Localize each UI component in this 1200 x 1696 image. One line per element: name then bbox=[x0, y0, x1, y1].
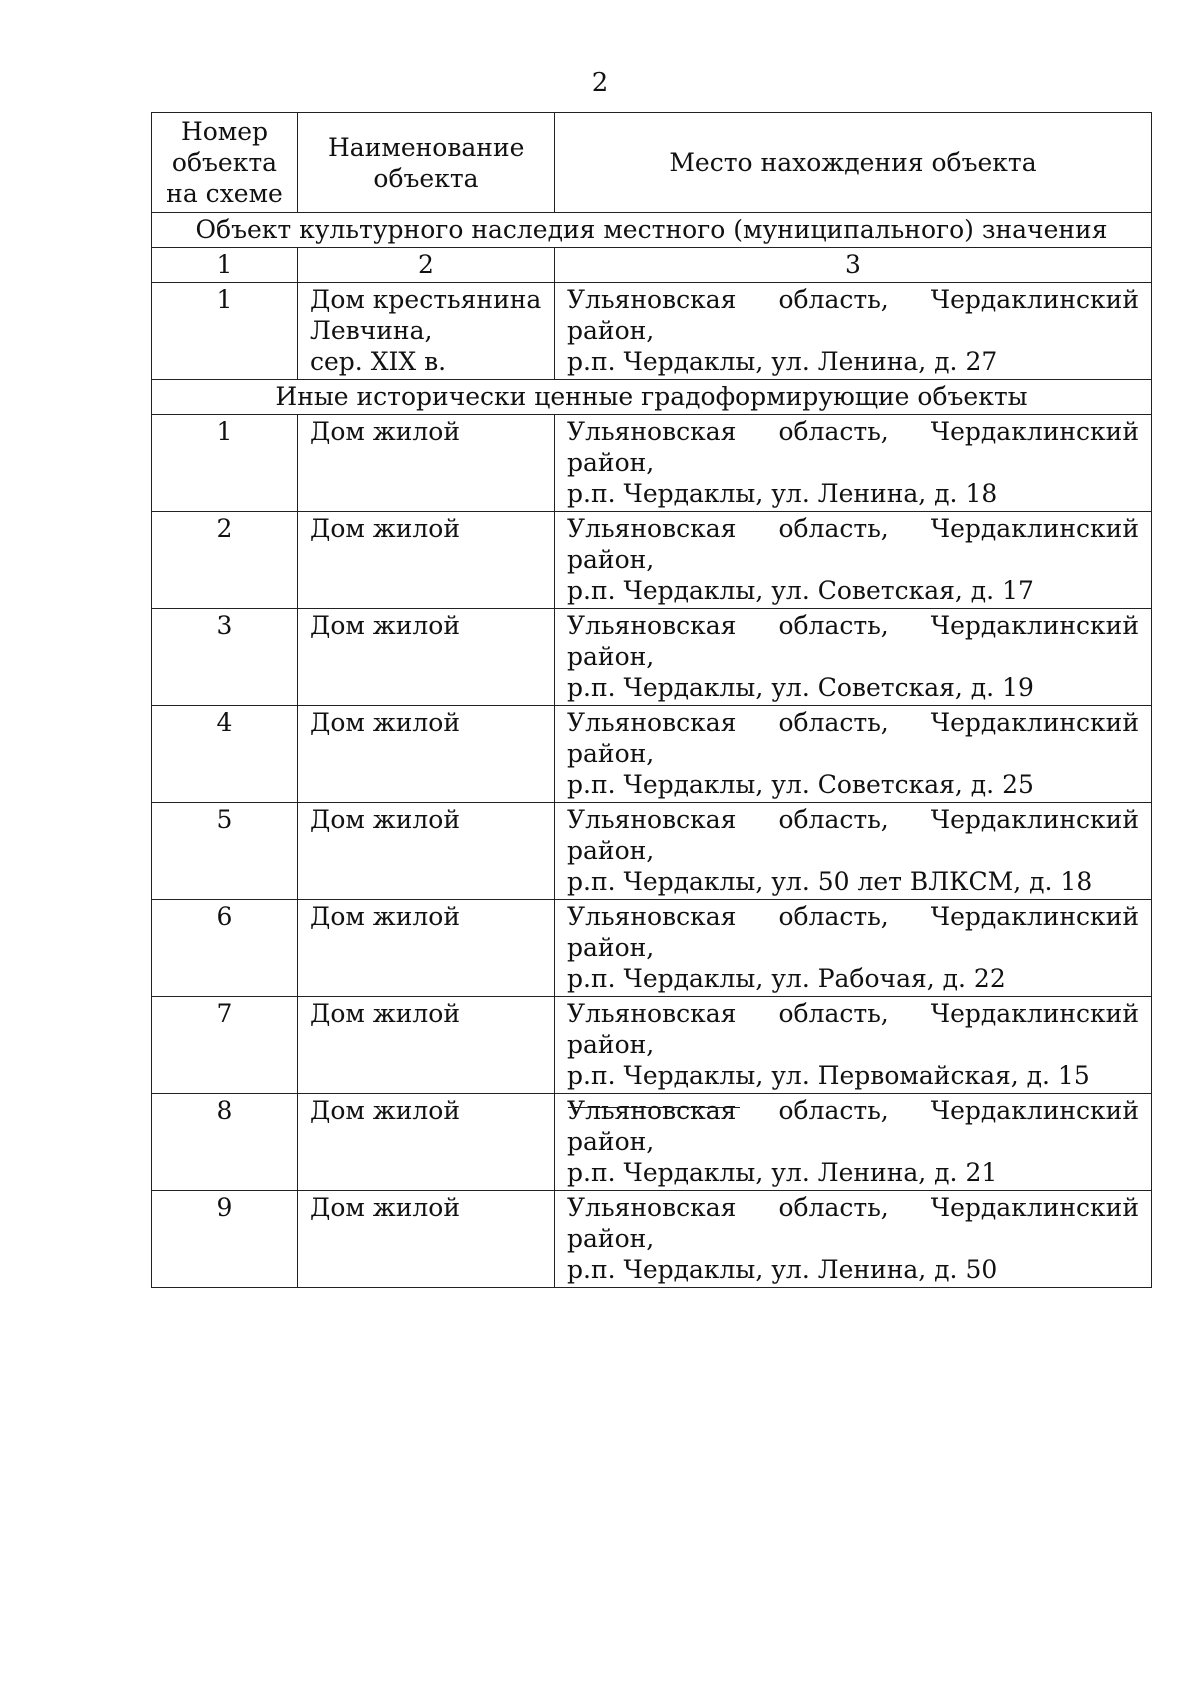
location-street: р.п. Чердаклы, ул. Ленина, д. 18 bbox=[567, 479, 998, 508]
object-number: 7 bbox=[152, 997, 298, 1094]
table-row bbox=[152, 1094, 1152, 1191]
object-name: Дом жилой bbox=[298, 609, 555, 706]
location-street: р.п. Чердаклы, ул. Ленина, д. 21 bbox=[567, 1158, 998, 1187]
object-location bbox=[555, 283, 1152, 380]
section-title-historic-objects: Иные исторически ценные градоформирующие объекты bbox=[152, 380, 1152, 415]
object-name bbox=[298, 283, 555, 380]
section-row bbox=[152, 213, 1152, 248]
location-region: Ульяновская область, Чердаклинский район, bbox=[567, 999, 1139, 1059]
table-row bbox=[152, 609, 1152, 706]
object-number: 8 bbox=[152, 1094, 298, 1191]
object-name: Дом жилой bbox=[298, 900, 555, 997]
table-row bbox=[152, 283, 1152, 380]
table-row bbox=[152, 997, 1152, 1094]
object-number: 3 bbox=[152, 609, 298, 706]
location-region: Ульяновская область, Чердаклинский район, bbox=[567, 805, 1139, 865]
object-name-line: Левчина, bbox=[310, 316, 433, 345]
header-number: Номер объекта на схеме bbox=[152, 113, 298, 213]
location-region: Ульяновская область, Чердаклинский район, bbox=[567, 708, 1139, 768]
object-number: 9 bbox=[152, 1191, 298, 1288]
location-region: Ульяновская область, Чердаклинский район, bbox=[567, 902, 1139, 962]
header-name: Наименование объекта bbox=[298, 113, 555, 213]
object-number: 2 bbox=[152, 512, 298, 609]
object-name: Дом жилой bbox=[298, 1191, 555, 1288]
object-name: Дом жилой bbox=[298, 706, 555, 803]
header-row bbox=[152, 113, 1152, 213]
object-location bbox=[555, 997, 1152, 1094]
object-name: Дом жилой bbox=[298, 512, 555, 609]
header-location: Место нахождения объекта bbox=[555, 113, 1152, 213]
location-region: Ульяновская область, Чердаклинский район, bbox=[567, 285, 1139, 345]
object-location bbox=[555, 803, 1152, 900]
location-street: р.п. Чердаклы, ул. Рабочая, д. 22 bbox=[567, 964, 1006, 993]
object-number: 1 bbox=[152, 415, 298, 512]
object-location bbox=[555, 415, 1152, 512]
object-number: 5 bbox=[152, 803, 298, 900]
table-row bbox=[152, 1191, 1152, 1288]
end-rule bbox=[568, 1107, 740, 1108]
location-street: р.п. Чердаклы, ул. Советская, д. 25 bbox=[567, 770, 1034, 799]
object-location bbox=[555, 1191, 1152, 1288]
historic-objects-body bbox=[152, 415, 1152, 1288]
column-numbers-row bbox=[152, 248, 1152, 283]
location-street: р.п. Чердаклы, ул. 50 лет ВЛКСМ, д. 18 bbox=[567, 867, 1093, 896]
location-region: Ульяновская область, Чердаклинский район, bbox=[567, 514, 1139, 574]
page-number: 2 bbox=[591, 68, 609, 98]
table-row bbox=[152, 900, 1152, 997]
location-street: р.п. Чердаклы, ул. Ленина, д. 50 bbox=[567, 1255, 998, 1284]
object-number: 6 bbox=[152, 900, 298, 997]
location-street: р.п. Чердаклы, ул. Ленина, д. 27 bbox=[567, 347, 998, 376]
location-region: Ульяновская область, Чердаклинский район, bbox=[567, 611, 1139, 671]
object-location bbox=[555, 512, 1152, 609]
column-number: 3 bbox=[555, 248, 1152, 283]
object-name: Дом жилой bbox=[298, 803, 555, 900]
object-name: Дом жилой bbox=[298, 997, 555, 1094]
object-location bbox=[555, 706, 1152, 803]
object-location bbox=[555, 609, 1152, 706]
table-row bbox=[152, 803, 1152, 900]
location-street: р.п. Чердаклы, ул. Советская, д. 17 bbox=[567, 576, 1034, 605]
objects-table bbox=[151, 112, 1152, 1288]
location-street: р.п. Чердаклы, ул. Советская, д. 19 bbox=[567, 673, 1034, 702]
table-row bbox=[152, 512, 1152, 609]
column-number: 2 bbox=[298, 248, 555, 283]
object-name: Дом жилой bbox=[298, 415, 555, 512]
section-row bbox=[152, 380, 1152, 415]
table-row bbox=[152, 706, 1152, 803]
object-name-line: сер. XIX в. bbox=[310, 347, 447, 376]
location-region: Ульяновская область, Чердаклинский район, bbox=[567, 1193, 1139, 1253]
location-region: Ульяновская область, Чердаклинский район, bbox=[567, 1096, 1139, 1156]
object-name-line: Дом крестьянина bbox=[310, 285, 542, 314]
location-region: Ульяновская область, Чердаклинский район, bbox=[567, 417, 1139, 477]
object-number: 1 bbox=[152, 283, 298, 380]
section-title-cultural-heritage: Объект культурного наследия местного (муниципального) значения bbox=[152, 213, 1152, 248]
object-location bbox=[555, 1094, 1152, 1191]
location-street: р.п. Чердаклы, ул. Первомайская, д. 15 bbox=[567, 1061, 1090, 1090]
object-location bbox=[555, 900, 1152, 997]
object-number: 4 bbox=[152, 706, 298, 803]
column-number: 1 bbox=[152, 248, 298, 283]
table-row bbox=[152, 415, 1152, 512]
object-name: Дом жилой bbox=[298, 1094, 555, 1191]
